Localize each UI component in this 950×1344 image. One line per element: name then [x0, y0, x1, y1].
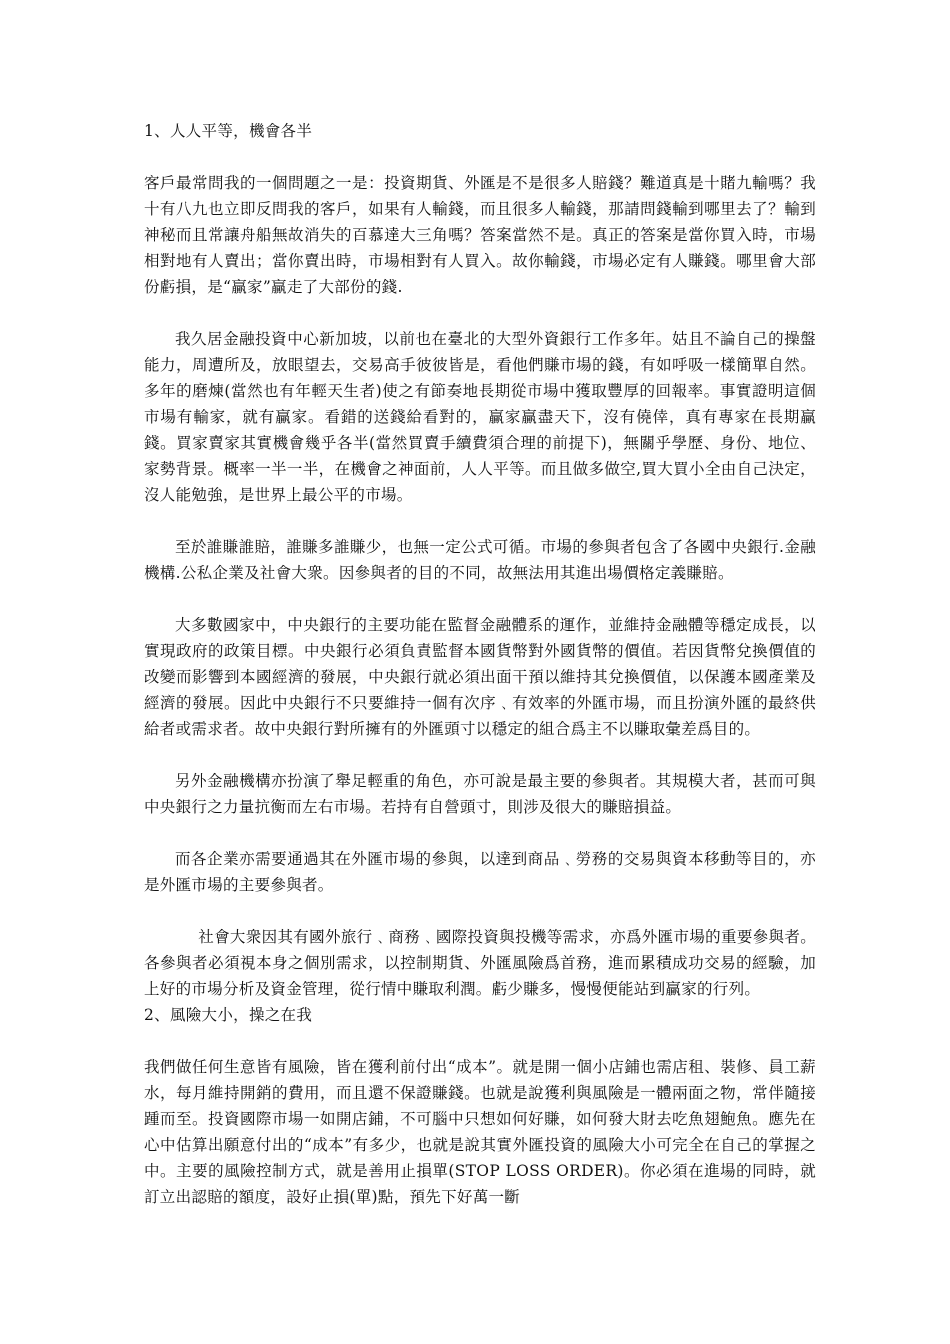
paragraph-5: 另外金融機構亦扮演了舉足輕重的角色，亦可說是最主要的參與者。其規模大者，甚而可與中央銀行之力量抗衡而左右市場。若持有自營頭寸，則涉及很大的賺賠損益。	[144, 772, 816, 816]
spacer	[144, 508, 816, 534]
spacer	[144, 898, 816, 924]
section1-heading: 1、人人平等，機會各半	[144, 122, 313, 140]
spacer	[144, 1028, 816, 1054]
spacer	[144, 820, 816, 846]
paragraph-8: 我們做任何生意皆有風險，皆在獲利前付出“成本”。就是開一個小店鋪也需店租、裝修、員工薪水，每月維持開銷的費用，而且還不保證賺錢。也就是說獲利與風險是一體兩面之物，常伴隨接踵而至。投資國際市場一如開店鋪，不可腦中只想如何好賺，如何發大財去吃魚翅鮑魚。應先在心中估算出願意付出的“成本”有多少，也就是說其實外匯投資的風險大小可完全在自己的掌握之中。主要的風險控制方式，就是善用止損單(STOP LOSS ORDER)。你必須在進場的同時，就訂立出認賠的額度，設好止損(單)點，預先下好萬一斷	[144, 1058, 816, 1206]
paragraph-2: 我久居金融投資中心新加坡，以前也在臺北的大型外資銀行工作多年。姑且不論自己的操盤能力，周遭所及，放眼望去，交易高手彼彼皆是，看他們賺市場的錢，有如呼吸一樣簡單自然。多年的磨煉(當然也有年輕天生者)使之有節奏地長期從市場中獲取豐厚的回報率。事實證明這個市場有輸家，就有贏家。看錯的送錢給看對的，贏家贏盡天下，沒有僥倖，真有專家在長期贏錢。買家賣家其實機會幾乎各半(當然買賣手續費須合理的前提下)，無關乎學歷、身份、地位、家勢背景。概率一半一半，在機會之神面前，人人平等。而且做多做空,買大買小全由自己決定，沒人能勉強，是世界上最公平的市場。	[144, 330, 816, 504]
paragraph-3: 至於誰賺誰賠，誰賺多誰賺少，也無一定公式可循。市場的參與者包含了各國中央銀行.金融機構.公私企業及社會大衆。因參與者的目的不同，故無法用其進出場價格定義賺賠。	[144, 538, 816, 582]
document-page	[144, 118, 816, 1210]
spacer	[144, 742, 816, 768]
spacer	[144, 300, 816, 326]
paragraph-4: 大多數國家中，中央銀行的主要功能在監督金融體系的運作，並維持金融體等穩定成長，以實現政府的政策目標。中央銀行必須負責監督本國貨幣對外國貨幣的價值。若因貨幣兌換價值的改變而影響到本國經濟的發展，中央銀行就必須出面干預以維持其兌換價值，以保護本國產業及經濟的發展。因此中央銀行不只要維持一個有次序﹑有效率的外匯市場，而且扮演外匯的最終供給者或需求者。故中央銀行對所擁有的外匯頭寸以穩定的組合爲主不以賺取彙差爲目的。	[144, 616, 816, 738]
paragraph-6: 而各企業亦需要通過其在外匯市場的參與，以達到商品﹑勞務的交易與資本移動等目的，亦是外匯市場的主要參與者。	[144, 850, 816, 894]
spacer	[144, 144, 816, 170]
paragraph-7: 社會大衆因其有國外旅行﹑商務﹑國際投資與投機等需求，亦爲外匯市場的重要參與者。各參與者必須視本身之個別需求，以控制期貨、外匯風險爲首務，進而累積成功交易的經驗，加上好的市場分析及資金管理，從行情中賺取利潤。虧少賺多，慢慢便能站到贏家的行列。	[144, 928, 816, 998]
section2-heading: 2、風險大小，操之在我	[144, 1006, 313, 1024]
spacer	[144, 586, 816, 612]
paragraph-1: 客戶最常問我的一個問題之一是：投資期貨、外匯是不是很多人賠錢？難道真是十賭九輸嗎？我十有八九也立即反問我的客戶，如果有人輸錢，而且很多人輸錢，那請問錢輸到哪里去了？輸到神秘而且常讓舟船無故消失的百慕達大三角嗎？答案當然不是。真正的答案是當你買入時，市場相對地有人賣出；當你賣出時，市場相對有人買入。故你輸錢，市場必定有人賺錢。哪里會大部份虧損，是“贏家”贏走了大部份的錢.	[144, 174, 816, 296]
